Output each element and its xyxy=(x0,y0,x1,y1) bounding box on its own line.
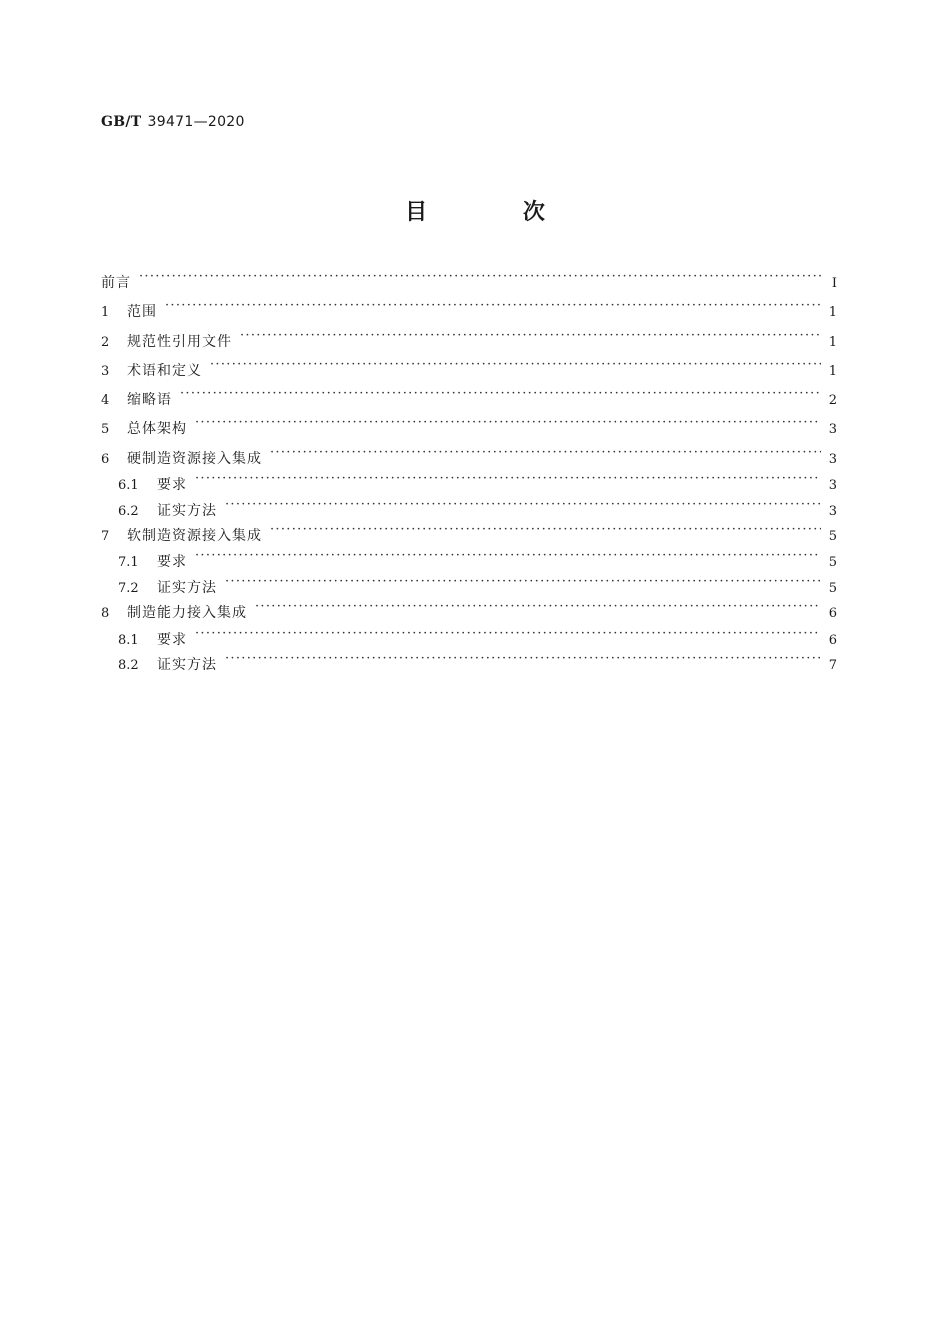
toc-entry[interactable] xyxy=(101,418,837,447)
toc-entry-page: 5 xyxy=(828,529,837,545)
toc-entry-page: 6 xyxy=(828,606,837,622)
toc-entry[interactable] xyxy=(101,551,837,577)
toc-dot-leader xyxy=(270,449,821,463)
toc-entry-label: 缩略语 xyxy=(127,392,172,409)
toc-dot-leader xyxy=(180,390,821,404)
toc-entry-label: 证实方法 xyxy=(157,579,217,596)
toc-dot-leader xyxy=(270,526,821,540)
toc-entry[interactable] xyxy=(101,448,837,477)
toc-entry-number: 8.2 xyxy=(118,658,139,674)
toc-entry-number: 1 xyxy=(101,305,110,321)
toc-entry-page: 3 xyxy=(828,451,837,467)
toc-entry-label: 规范性引用文件 xyxy=(127,333,232,350)
toc-entry-page: Ⅰ xyxy=(831,276,837,291)
toc-entry-label: 前言 xyxy=(101,275,131,291)
toc-entry[interactable] xyxy=(101,389,837,418)
toc-entry-page: 3 xyxy=(828,503,837,519)
toc-entry-number: 5 xyxy=(101,422,110,438)
toc-dot-leader xyxy=(195,630,821,644)
toc-dot-leader xyxy=(195,475,821,489)
toc-dot-leader xyxy=(225,501,821,515)
toc-entry-page: 3 xyxy=(828,478,837,494)
toc-entry-label: 证实方法 xyxy=(157,502,217,519)
toc-entry-label: 要求 xyxy=(157,477,187,494)
toc-entry[interactable] xyxy=(101,500,837,526)
toc-entry[interactable] xyxy=(101,525,837,554)
toc-entry-label: 软制造资源接入集成 xyxy=(127,528,262,545)
toc-entry-label: 硬制造资源接入集成 xyxy=(127,450,262,467)
toc-dot-leader xyxy=(195,552,821,566)
standard-prefix: GB/T xyxy=(101,114,142,130)
toc-dot-leader xyxy=(210,361,821,375)
toc-entry-page: 3 xyxy=(828,422,837,438)
toc-entry[interactable] xyxy=(101,301,837,330)
toc-entry-page: 5 xyxy=(828,555,837,571)
toc-entry[interactable] xyxy=(101,602,837,631)
toc-entry-number: 2 xyxy=(101,334,110,350)
toc-entry-number: 8.1 xyxy=(118,632,139,648)
toc-entry-label: 范围 xyxy=(127,304,157,321)
toc-entry-label: 要求 xyxy=(157,554,187,571)
toc-entry-number: 6.2 xyxy=(118,503,139,519)
toc-entry-number: 6 xyxy=(101,451,110,467)
page-title: 目 次 xyxy=(405,200,589,225)
toc-dot-leader xyxy=(225,655,821,669)
toc-entry-label: 制造能力接入集成 xyxy=(127,605,247,622)
standard-code xyxy=(101,114,245,130)
toc-dot-leader xyxy=(139,273,821,287)
toc-entry[interactable] xyxy=(101,360,837,389)
toc-entry[interactable] xyxy=(101,474,837,500)
toc-dot-leader xyxy=(225,578,821,592)
toc-entry[interactable] xyxy=(101,577,837,603)
toc-entry-page: 1 xyxy=(828,334,837,350)
toc-entry-number: 7.2 xyxy=(118,580,139,596)
toc-dot-leader xyxy=(165,302,821,316)
toc-dot-leader xyxy=(240,332,821,346)
toc-entry-label: 总体架构 xyxy=(127,421,187,438)
toc-entry-page: 1 xyxy=(828,363,837,379)
toc-entry-label: 要求 xyxy=(157,631,187,648)
toc-entry-label: 术语和定义 xyxy=(127,362,202,379)
toc-dot-leader xyxy=(195,419,821,433)
table-of-contents xyxy=(101,272,837,680)
toc-entry-number: 6.1 xyxy=(118,478,139,494)
toc-entry-number: 7 xyxy=(101,529,110,545)
toc-entry-page: 5 xyxy=(828,580,837,596)
toc-entry-page: 6 xyxy=(828,632,837,648)
toc-entry[interactable] xyxy=(101,629,837,655)
toc-entry-number: 7.1 xyxy=(118,555,139,571)
toc-entry-number: 3 xyxy=(101,363,110,379)
toc-entry[interactable] xyxy=(101,331,837,360)
toc-entry-page: 2 xyxy=(828,393,837,409)
standard-number: 39471—2020 xyxy=(147,114,245,130)
toc-entry-number: 8 xyxy=(101,606,110,622)
toc-entry[interactable] xyxy=(101,654,837,680)
toc-entry-page: 1 xyxy=(828,305,837,321)
toc-entry-label: 证实方法 xyxy=(157,657,217,674)
toc-entry[interactable] xyxy=(101,272,837,301)
toc-entry-page: 7 xyxy=(828,658,837,674)
toc-dot-leader xyxy=(255,603,821,617)
toc-entry-number: 4 xyxy=(101,393,110,409)
